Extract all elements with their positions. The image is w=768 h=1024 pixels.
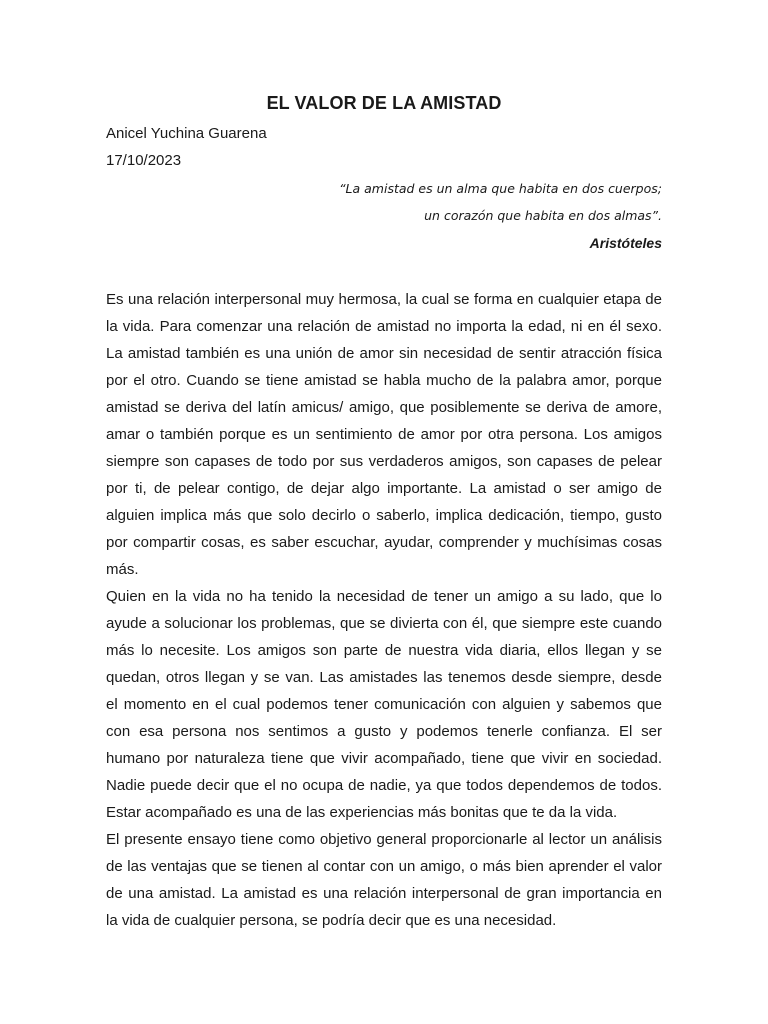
body-line: de las ventajas que se tienen al contar con un amigo, o más bien aprender el valor <box>106 858 662 875</box>
document-date: 17/10/2023 <box>106 152 182 169</box>
epigraph-line-2: un corazón que habita en dos almas”. <box>424 208 662 223</box>
essay-body <box>106 286 662 934</box>
body-line: amistad se deriva del latín amicus/ amigo, que posiblemente se deriva de amore, <box>106 399 662 416</box>
body-line: por ti, de pelear contigo, de dejar algo importante. La amistad o ser amigo de <box>106 480 662 497</box>
body-line: la vida de cualquier persona, se podría decir que es una necesidad. <box>106 912 557 929</box>
body-line: alguien implica más que solo decirlo o saberlo, implica dedicación, tiempo, gusto <box>106 507 662 524</box>
body-line: más. <box>106 561 139 578</box>
document-title: EL VALOR DE LA AMISTAD <box>266 93 502 113</box>
body-line: el momento en el cual podemos tener comunicación con alguien y sabemos que <box>106 696 662 713</box>
body-line: humano por naturaleza tiene que vivir acompañado, tiene que vivir en sociedad. <box>106 750 662 767</box>
epigraph-line-1: “La amistad es un alma que habita en dos cuerpos; <box>339 181 662 196</box>
body-line: quedan, otros llegan y se van. Las amistades las tenemos desde siempre, desde <box>106 669 662 686</box>
body-line: siempre son capases de todo por sus verdaderos amigos, son capases de pelear <box>106 453 662 470</box>
body-line: El presente ensayo tiene como objetivo general proporcionarle al lector un análisis <box>106 831 662 848</box>
body-line: la vida. Para comenzar una relación de amistad no importa la edad, ni en él sexo. <box>106 318 662 335</box>
body-line: de una amistad. La amistad es una relación interpersonal de gran importancia en <box>106 885 662 902</box>
body-line: por el otro. Cuando se tiene amistad se habla mucho de la palabra amor, porque <box>106 372 662 389</box>
author-name: Anicel Yuchina Guarena <box>106 125 267 142</box>
body-line: Nadie puede decir que el no ocupa de nadie, ya que todos dependemos de todos. <box>106 777 662 794</box>
body-line: con esa persona nos sentimos a gusto y podemos tenerle confianza. El ser <box>106 723 662 740</box>
body-line: más lo necesite. Los amigos son parte de nuestra vida diaria, ellos llegan y se <box>106 642 662 659</box>
body-line: Estar acompañado es una de las experiencias más bonitas que te da la vida. <box>106 804 618 821</box>
body-line: Es una relación interpersonal muy hermosa, la cual se forma en cualquier etapa de <box>106 291 662 308</box>
epigraph-author: Aristóteles <box>589 235 662 251</box>
body-line: amar o también porque es un sentimiento de amor por otra persona. Los amigos <box>106 426 662 443</box>
body-line: por compartir cosas, es saber escuchar, ayudar, comprender y muchísimas cosas <box>106 534 662 551</box>
body-line: La amistad también es una unión de amor sin necesidad de sentir atracción física <box>106 345 662 362</box>
body-line: ayude a solucionar los problemas, que se divierta con él, que siempre este cuando <box>106 615 662 632</box>
body-line: Quien en la vida no ha tenido la necesidad de tener un amigo a su lado, que lo <box>106 588 662 605</box>
